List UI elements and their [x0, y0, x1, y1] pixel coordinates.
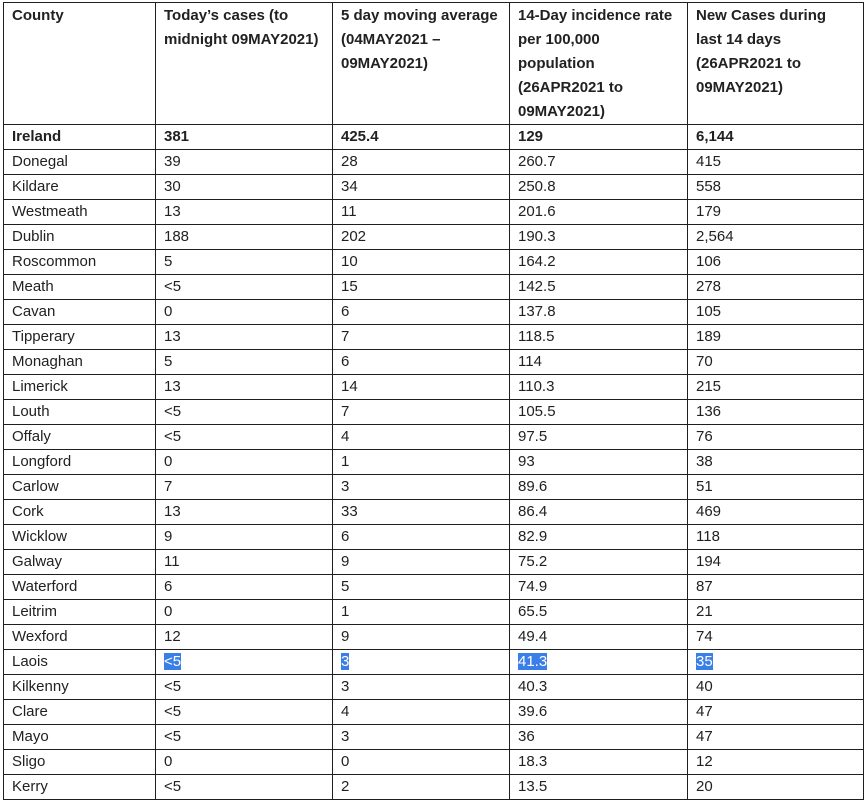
todays-cases-cell: 13	[156, 500, 333, 525]
todays-cases-cell: <5	[156, 400, 333, 425]
todays-cases-cell: 13	[156, 200, 333, 225]
new-cases-cell: 106	[688, 250, 864, 275]
todays-cases-cell: <5	[156, 775, 333, 800]
todays-cases-cell	[156, 650, 333, 675]
new-cases-cell: 194	[688, 550, 864, 575]
five-day-average-cell: 9	[333, 550, 510, 575]
incidence-rate-cell: 164.2	[510, 250, 688, 275]
five-day-average-cell: 3	[333, 475, 510, 500]
county-cell: Carlow	[4, 475, 156, 500]
incidence-rate-cell: 89.6	[510, 475, 688, 500]
incidence-rate-cell	[510, 650, 688, 675]
county-cell: Donegal	[4, 150, 156, 175]
new-cases-cell: 74	[688, 625, 864, 650]
covid-county-table	[3, 2, 864, 800]
five-day-average-cell: 10	[333, 250, 510, 275]
county-cell: Tipperary	[4, 325, 156, 350]
todays-cases-cell: 5	[156, 250, 333, 275]
new-cases-cell: 136	[688, 400, 864, 425]
county-cell: Galway	[4, 550, 156, 575]
five-day-average-cell: 6	[333, 300, 510, 325]
todays-cases-cell: <5	[156, 275, 333, 300]
five-day-average-cell: 6	[333, 350, 510, 375]
new-cases-cell: 105	[688, 300, 864, 325]
new-cases-cell: 21	[688, 600, 864, 625]
county-cell: Clare	[4, 700, 156, 725]
county-cell: Westmeath	[4, 200, 156, 225]
county-cell: Laois	[4, 650, 156, 675]
table-row	[4, 675, 864, 700]
five-day-average-cell: 14	[333, 375, 510, 400]
county-cell: Kerry	[4, 775, 156, 800]
incidence-rate-cell: 114	[510, 350, 688, 375]
todays-cases-cell: 13	[156, 375, 333, 400]
table-row	[4, 750, 864, 775]
table-row	[4, 625, 864, 650]
todays-cases-cell: 5	[156, 350, 333, 375]
incidence-rate-cell: 110.3	[510, 375, 688, 400]
new-cases-cell: 12	[688, 750, 864, 775]
todays-cases-cell: 0	[156, 300, 333, 325]
incidence-rate-cell: 65.5	[510, 600, 688, 625]
incidence-rate-cell: 201.6	[510, 200, 688, 225]
new-cases-cell: 215	[688, 375, 864, 400]
todays-cases-cell: <5	[156, 675, 333, 700]
new-cases-cell: 179	[688, 200, 864, 225]
county-cell: Wexford	[4, 625, 156, 650]
table-row	[4, 225, 864, 250]
table-body	[4, 125, 864, 800]
new-cases-cell: 189	[688, 325, 864, 350]
county-cell: Waterford	[4, 575, 156, 600]
county-cell: Cork	[4, 500, 156, 525]
five-day-average-cell: 7	[333, 325, 510, 350]
incidence-rate-cell: 74.9	[510, 575, 688, 600]
todays-cases-cell: 9	[156, 525, 333, 550]
county-cell: Sligo	[4, 750, 156, 775]
todays-cases-cell: 13	[156, 325, 333, 350]
five-day-average-cell: 1	[333, 450, 510, 475]
todays-cases-cell: 188	[156, 225, 333, 250]
new-cases-cell: 38	[688, 450, 864, 475]
total-row	[4, 125, 864, 150]
todays-cases-cell: 0	[156, 450, 333, 475]
five-day-average-cell: 15	[333, 275, 510, 300]
table-row	[4, 425, 864, 450]
selected-text: 41.3	[518, 653, 548, 670]
todays-cases-cell: 12	[156, 625, 333, 650]
five-day-average-cell: 5	[333, 575, 510, 600]
incidence-rate-cell: 13.5	[510, 775, 688, 800]
incidence-rate-cell: 142.5	[510, 275, 688, 300]
table-row	[4, 475, 864, 500]
todays-cases-cell: <5	[156, 725, 333, 750]
incidence-rate-cell: 36	[510, 725, 688, 750]
table-row	[4, 725, 864, 750]
five-day-average-cell: 4	[333, 425, 510, 450]
new-cases-cell: 76	[688, 425, 864, 450]
todays-cases-cell: <5	[156, 425, 333, 450]
five-day-average-cell: 28	[333, 150, 510, 175]
new-cases-cell	[688, 650, 864, 675]
table-row	[4, 550, 864, 575]
county-cell: Meath	[4, 275, 156, 300]
todays-cases-cell: 0	[156, 600, 333, 625]
table-row	[4, 350, 864, 375]
todays-cases-cell: 11	[156, 550, 333, 575]
five-day-average-cell: 2	[333, 775, 510, 800]
incidence-rate-cell: 86.4	[510, 500, 688, 525]
header-new-cases-14-days: New Cases during last 14 days (26APR2021 to 09MAY2021)	[688, 3, 864, 125]
table-row	[4, 575, 864, 600]
five-day-average-cell: 3	[333, 725, 510, 750]
county-cell: Leitrim	[4, 600, 156, 625]
five-day-average-cell: 33	[333, 500, 510, 525]
todays-cases-cell: <5	[156, 700, 333, 725]
table-row	[4, 400, 864, 425]
incidence-rate-cell: 105.5	[510, 400, 688, 425]
incidence-rate-cell: 39.6	[510, 700, 688, 725]
incidence-rate-cell: 118.5	[510, 325, 688, 350]
incidence-rate-cell: 260.7	[510, 150, 688, 175]
table-row	[4, 650, 864, 675]
table-row	[4, 150, 864, 175]
county-cell: Kildare	[4, 175, 156, 200]
table-row	[4, 250, 864, 275]
five-day-average-cell: 425.4	[333, 125, 510, 150]
new-cases-cell: 278	[688, 275, 864, 300]
county-cell: Offaly	[4, 425, 156, 450]
table-row	[4, 375, 864, 400]
five-day-average-cell: 1	[333, 600, 510, 625]
five-day-average-cell: 202	[333, 225, 510, 250]
new-cases-cell: 6,144	[688, 125, 864, 150]
five-day-average-cell: 34	[333, 175, 510, 200]
county-cell: Wicklow	[4, 525, 156, 550]
table-row	[4, 450, 864, 475]
table-row	[4, 275, 864, 300]
new-cases-cell: 47	[688, 700, 864, 725]
header-county: County	[4, 3, 156, 125]
county-cell: Limerick	[4, 375, 156, 400]
incidence-rate-cell: 137.8	[510, 300, 688, 325]
header-row	[4, 3, 864, 125]
incidence-rate-cell: 97.5	[510, 425, 688, 450]
incidence-rate-cell: 82.9	[510, 525, 688, 550]
incidence-rate-cell: 75.2	[510, 550, 688, 575]
new-cases-cell: 558	[688, 175, 864, 200]
county-cell: Mayo	[4, 725, 156, 750]
table-header	[4, 3, 864, 125]
new-cases-cell: 47	[688, 725, 864, 750]
table-row	[4, 525, 864, 550]
county-cell: Louth	[4, 400, 156, 425]
county-cell: Cavan	[4, 300, 156, 325]
new-cases-cell: 87	[688, 575, 864, 600]
five-day-average-cell: 11	[333, 200, 510, 225]
table-row	[4, 200, 864, 225]
incidence-rate-cell: 93	[510, 450, 688, 475]
table-row	[4, 700, 864, 725]
todays-cases-cell: 381	[156, 125, 333, 150]
county-cell: Ireland	[4, 125, 156, 150]
incidence-rate-cell: 190.3	[510, 225, 688, 250]
incidence-rate-cell: 129	[510, 125, 688, 150]
todays-cases-cell: 30	[156, 175, 333, 200]
incidence-rate-cell: 18.3	[510, 750, 688, 775]
header-todays-cases: Today’s cases (to midnight 09MAY2021)	[156, 3, 333, 125]
table-row	[4, 175, 864, 200]
five-day-average-cell: 7	[333, 400, 510, 425]
five-day-average-cell	[333, 650, 510, 675]
five-day-average-cell: 6	[333, 525, 510, 550]
new-cases-cell: 20	[688, 775, 864, 800]
todays-cases-cell: 0	[156, 750, 333, 775]
county-cell: Kilkenny	[4, 675, 156, 700]
new-cases-cell: 118	[688, 525, 864, 550]
county-cell: Monaghan	[4, 350, 156, 375]
five-day-average-cell: 3	[333, 675, 510, 700]
table-row	[4, 775, 864, 800]
county-cell: Dublin	[4, 225, 156, 250]
selected-text: <5	[164, 653, 182, 670]
new-cases-cell: 415	[688, 150, 864, 175]
todays-cases-cell: 7	[156, 475, 333, 500]
new-cases-cell: 469	[688, 500, 864, 525]
header-5-day-average: 5 day moving average (04MAY2021 – 09MAY2021)	[333, 3, 510, 125]
incidence-rate-cell: 250.8	[510, 175, 688, 200]
table-row	[4, 600, 864, 625]
new-cases-cell: 70	[688, 350, 864, 375]
todays-cases-cell: 6	[156, 575, 333, 600]
todays-cases-cell: 39	[156, 150, 333, 175]
selected-text: 35	[696, 653, 713, 670]
new-cases-cell: 40	[688, 675, 864, 700]
table-row	[4, 500, 864, 525]
table-row	[4, 300, 864, 325]
five-day-average-cell: 9	[333, 625, 510, 650]
county-cell: Roscommon	[4, 250, 156, 275]
incidence-rate-cell: 40.3	[510, 675, 688, 700]
header-14-day-incidence: 14-Day incidence rate per 100,000 population (26APR2021 to 09MAY2021)	[510, 3, 688, 125]
table-row	[4, 325, 864, 350]
county-cell: Longford	[4, 450, 156, 475]
five-day-average-cell: 0	[333, 750, 510, 775]
five-day-average-cell: 4	[333, 700, 510, 725]
new-cases-cell: 2,564	[688, 225, 864, 250]
selected-text: 3	[341, 653, 350, 670]
incidence-rate-cell: 49.4	[510, 625, 688, 650]
new-cases-cell: 51	[688, 475, 864, 500]
